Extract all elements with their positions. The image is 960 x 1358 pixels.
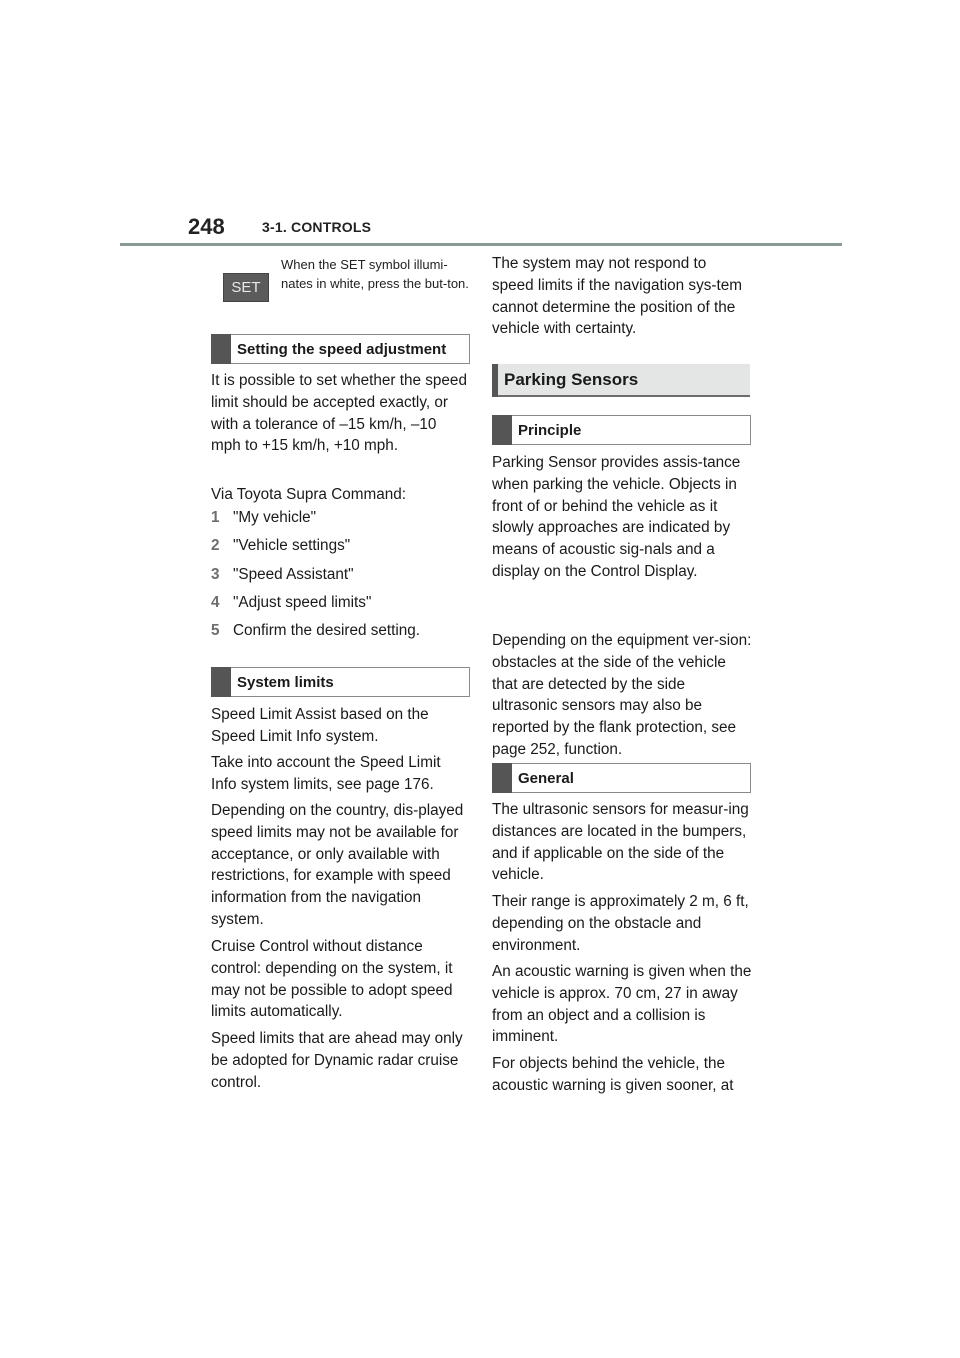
paragraph-cruise-control: Cruise Control without distance control: depending on the system, it may not be possible to adopt speed limits automatically. [211, 938, 453, 1021]
paragraph-via-command: Via Toyota Supra Command: [211, 486, 407, 503]
paragraph-range: Their range is approximately 2 m, 6 ft, depending on the obstacle and environment. [492, 893, 749, 954]
heading-general [492, 763, 751, 793]
paragraph-navigation: The system may not respond to speed limits if the navigation sys-tem cannot determine the position of the vehicle with certainty. [492, 255, 742, 338]
paragraph-tolerance: It is possible to set whether the speed limit should be accepted exactly, or with a tolerance of –15 km/h, –10 mph to +15 km/h, +10 mph. [211, 372, 467, 455]
paragraph-objects-behind: For objects behind the vehicle, the acoustic warning is given sooner, at [492, 1055, 734, 1094]
heading-setting-speed-adjustment [211, 334, 470, 364]
heading-label: System limits [237, 673, 334, 691]
step-number: 5 [211, 622, 220, 640]
list-item [211, 592, 471, 620]
paragraph-principle: Parking Sensor provides assis-tance when parking the vehicle. Objects in front of or behind the vehicle as it slowly approaches are indicated by means of acoustic sig-nals and a display on the Control Display. [492, 454, 741, 580]
paragraph-acoustic-warning: An acoustic warning is given when the vehicle is approx. 70 cm, 27 in away from an object and a collision is imminent. [492, 963, 752, 1046]
heading-label: General [518, 769, 574, 787]
header-divider [120, 243, 842, 246]
step-number: 4 [211, 593, 220, 611]
step-text: "Adjust speed limits" [233, 593, 372, 611]
heading-system-limits [211, 667, 470, 697]
steps-list [211, 507, 471, 648]
list-item [211, 620, 471, 648]
set-symbol-icon: SET [223, 273, 269, 302]
paragraph-speed-limit-assist: Speed Limit Assist based on the Speed Limit Info system. [211, 706, 429, 745]
heading-parking-sensors [492, 364, 750, 397]
step-number: 1 [211, 509, 220, 526]
page-number: 248 [188, 214, 225, 239]
section-title: 3-1. CONTROLS [262, 219, 372, 235]
list-item [211, 535, 471, 563]
set-note-text: When the SET symbol illumi-nates in white, press the but-ton. [281, 257, 469, 291]
list-item [211, 564, 471, 592]
step-text: "Speed Assistant" [233, 565, 354, 583]
step-text: "Vehicle settings" [233, 537, 351, 555]
list-item [211, 507, 471, 535]
paragraph-ahead: Speed limits that are ahead may only be adopted for Dynamic radar cruise control. [211, 1030, 463, 1091]
heading-principle [492, 415, 751, 445]
paragraph-take-into-account: Take into account the Speed Limit Info system limits, see page 176. [211, 754, 441, 793]
step-number: 2 [211, 537, 220, 555]
heading-label: Principle [518, 421, 582, 439]
paragraph-equipment: Depending on the equipment ver-sion: obstacles at the side of the vehicle that are detected by the side ultrasonic sensors may also be reported by the flank protection, see page 252, function. [492, 632, 752, 758]
step-text: Confirm the desired setting. [233, 622, 421, 640]
step-text: "My vehicle" [233, 509, 317, 526]
step-number: 3 [211, 565, 220, 583]
paragraph-sensors-location: The ultrasonic sensors for measur-ing distances are located in the bumpers, and if applicable on the side of the vehicle. [492, 801, 749, 884]
heading-label: Setting the speed adjustment [237, 340, 447, 358]
paragraph-country: Depending on the country, dis-played speed limits may not be available for acceptance, or only available with restrictions, for example with speed information from the navigation system. [211, 802, 464, 928]
heading-label: Parking Sensors [504, 369, 639, 389]
